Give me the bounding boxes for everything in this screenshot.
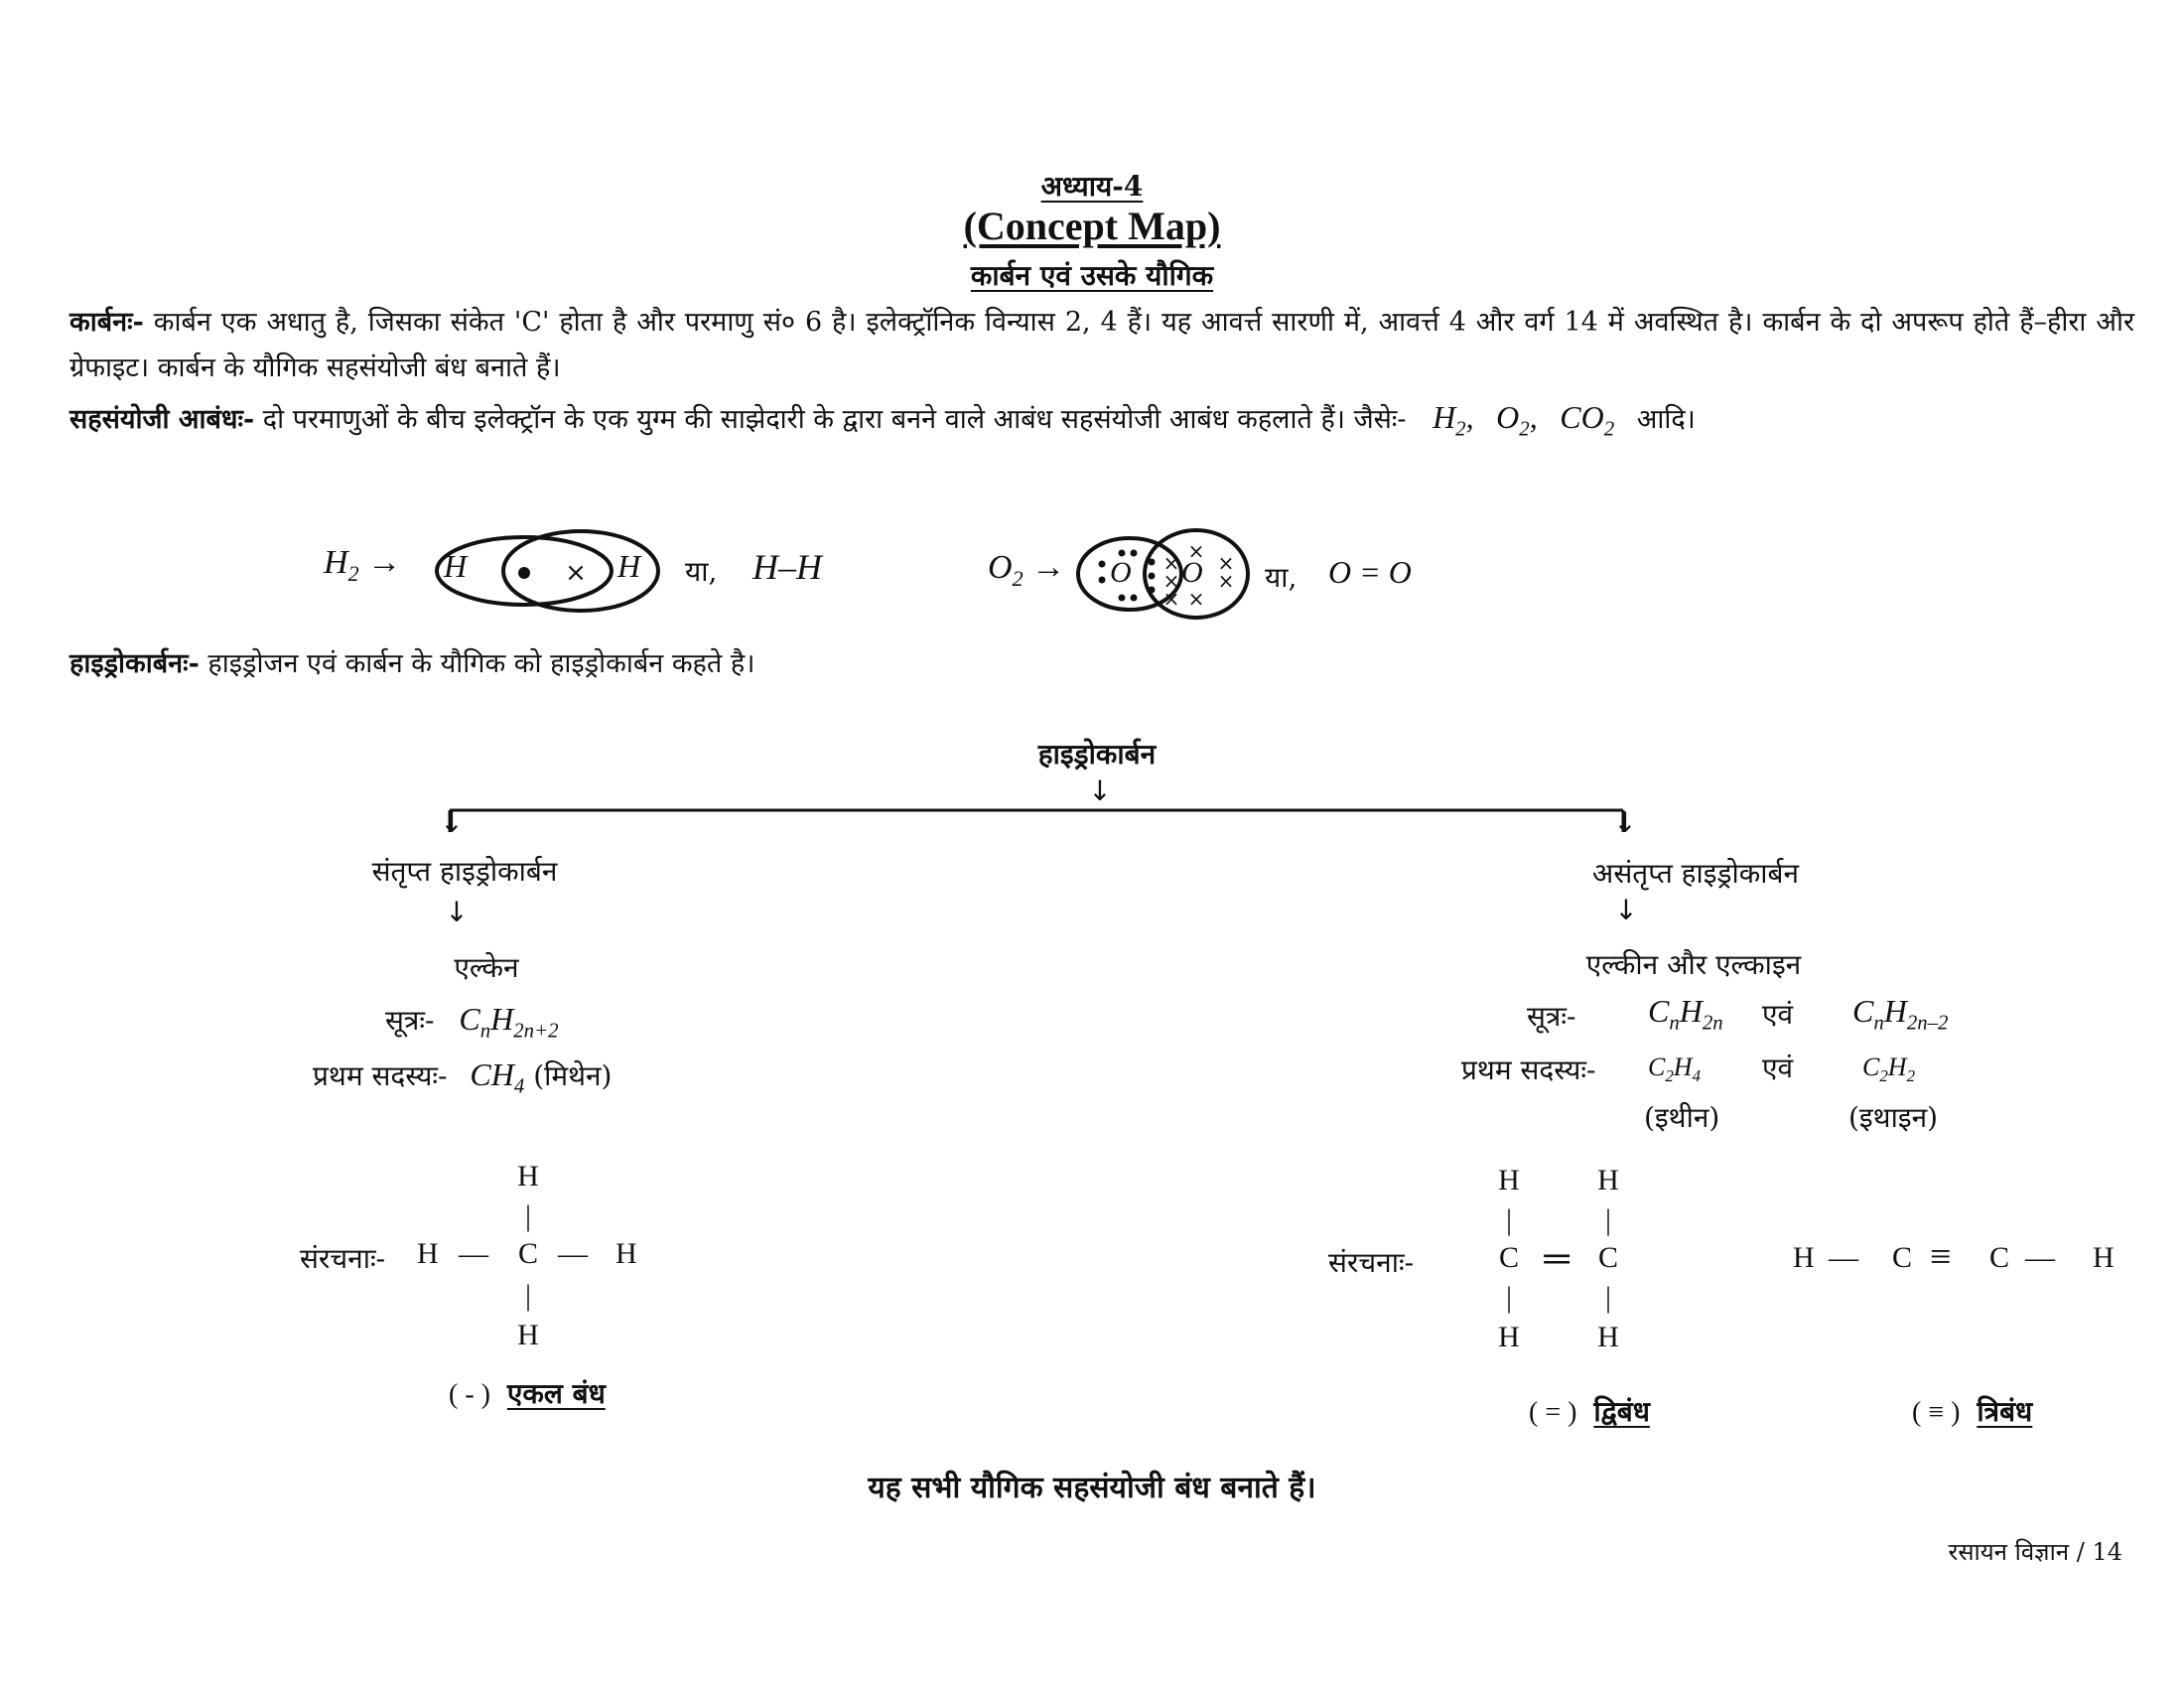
saturated-arrow-icon: ↓ (445, 896, 469, 928)
methane-bond-left: — (459, 1237, 488, 1270)
methane-c: C (518, 1237, 539, 1270)
ethyne-c-left: C (1892, 1241, 1913, 1274)
svg-text:×: × (1187, 539, 1205, 563)
unsat-member-label: प्रथम सदस्यः- (1461, 1054, 1596, 1086)
o2-formula: O = O (1328, 554, 1412, 590)
methane-bond-bottom: | (524, 1279, 532, 1312)
ethene-h-bottom-right: H (1597, 1321, 1619, 1353)
methane-member-label: प्रथम सदस्यः- (313, 1059, 448, 1092)
example-h2: H (1433, 399, 1456, 435)
covalent-end: आदि। (1636, 404, 1696, 435)
methane-name: (मिथेन) (533, 1059, 613, 1092)
hydrocarbon-text: हाइड्रोजन एवं कार्बन के यौगिक को हाइड्रोकार्बन कहते है। (207, 648, 755, 679)
left-branch-arrow-icon: ↓ (440, 806, 464, 839)
carbon-paragraph (69, 300, 2134, 391)
hydrocarbon-paragraph (69, 643, 754, 680)
methane-structure-label: संरचनाः- (300, 1242, 386, 1275)
unsaturated-title: असंतृप्त हाइड्रोकार्बन (1591, 857, 1800, 890)
single-bond-row (449, 1374, 606, 1412)
methane-row (313, 1056, 612, 1098)
ethene-formula: $C_2H_4$ (1648, 1053, 1702, 1086)
o2-left-atom: O (1110, 556, 1132, 589)
alkene-alkyne-label: एल्कीन और एल्काइन (1585, 948, 1802, 981)
topic-title: कार्बन एवं उसके यौगिक (970, 259, 1214, 292)
svg-text:×: × (1187, 587, 1205, 611)
example-o2: O (1496, 399, 1520, 435)
unsaturated-arrow-icon: ↓ (1614, 894, 1638, 926)
ethyne-bond-right: — (2025, 1241, 2055, 1274)
ethene-h-top-left: H (1498, 1164, 1520, 1196)
ethene-bond-bottom-right: | (1604, 1281, 1612, 1314)
ethyne-c-right: C (1989, 1241, 2010, 1274)
methane-h-top: H (517, 1160, 539, 1193)
saturated-title: संतृप्त हाइड्रोकार्बन (371, 855, 558, 888)
h2-lhs: $H_2$ → (324, 544, 402, 586)
hydrocarbon-label: हाइड्रोकार्बनः- (69, 648, 200, 679)
svg-text:×: × (1162, 587, 1180, 611)
double-bond-row (1529, 1392, 1650, 1430)
methane-h-left: H (417, 1237, 439, 1270)
example-co2: CO (1560, 399, 1604, 435)
covalent-text: दो परमाणुओं के बीच इलेक्ट्रॉन के एक युग्म की साझेदारी के द्वारा बनने वाले आबंध सहसंयोजी आबंध कहलाते हैं। जैसेः- (262, 404, 1407, 435)
triple-bond-name: त्रिबंध (1977, 1395, 2033, 1428)
double-bond-symbol: ( = ) (1529, 1397, 1577, 1428)
svg-text:×: × (1162, 569, 1180, 593)
ethene-bond-bottom-left: | (1505, 1281, 1513, 1314)
single-bond-symbol: ( - ) (449, 1379, 490, 1410)
chapter-heading: अध्याय-4 (1040, 170, 1144, 203)
covalent-paragraph: सहसंयोजी आबंधः- दो परमाणुओं के बीच इलेक्ट्रॉन के एक युग्म की साझेदारी के द्वारा बनने वाले आबंध सहसंयोजी आबंध कहलाते हैं। जैसेः- $H_2$, $O_2$, $CO_2$ आदि। (69, 399, 1696, 441)
svg-text:×: × (1217, 551, 1235, 575)
unsat-formula-label: सूत्रः- (1527, 1000, 1576, 1033)
ethyne-formula: $C_2H_2$ (1862, 1053, 1916, 1086)
ethyne-bond-left: — (1829, 1241, 1858, 1274)
single-bond-name: एकल बंध (506, 1377, 606, 1410)
covalent-label: सहसंयोजी आबंधः- (69, 404, 255, 435)
h2-or: या, (685, 555, 718, 588)
svg-text:×: × (1162, 551, 1180, 575)
o2-right-atom: O (1181, 556, 1203, 589)
triple-bond-row (1912, 1392, 2032, 1430)
h2-left-atom: H (444, 548, 468, 584)
right-branch-arrow-icon: ↓ (1613, 806, 1637, 839)
ethene-h-top-right: H (1597, 1164, 1619, 1196)
alkyne-formula: $C_nH_{2n-2}$ (1852, 993, 1949, 1035)
ethyne-h-left: H (1793, 1241, 1815, 1274)
page-footer: रसायन विज्ञान / 14 (1948, 1538, 2122, 1566)
ethyne-name: (इथाइन) (1848, 1101, 1939, 1134)
root-arrow-icon: ↓ (1088, 774, 1112, 807)
ethene-name: (इथीन) (1644, 1101, 1720, 1134)
ethene-h-bottom-left: H (1498, 1321, 1520, 1353)
tree-root: हाइड्रोकार्बन (1037, 738, 1157, 771)
svg-text:×: × (1217, 569, 1235, 593)
member-and: एवं (1762, 1052, 1794, 1084)
ethene-double-bond: ═ (1544, 1238, 1570, 1278)
methane-h-right: H (615, 1237, 637, 1270)
double-bond-name: द्विबंध (1593, 1395, 1650, 1428)
methane-formula: $CH_4$ (470, 1056, 525, 1098)
ethene-bond-top-right: | (1604, 1203, 1612, 1236)
alkane-label: एल्केन (454, 951, 519, 984)
concept-map-title: (Concept Map) (963, 204, 1221, 248)
triple-bond-symbol: ( ≡ ) (1912, 1397, 1961, 1428)
ethyne-h-right: H (2093, 1241, 2115, 1274)
alkane-formula-label: सूत्रः- (385, 1004, 435, 1037)
h2-formula: H–H (752, 547, 822, 587)
ethyne-triple-bond: ≡ (1930, 1236, 1952, 1278)
methane-bond-top: | (524, 1199, 532, 1232)
ethene-c-left: C (1498, 1241, 1520, 1274)
carbon-label: कार्बनः- (69, 307, 144, 338)
methane-bond-right: — (558, 1237, 588, 1270)
methane-h-bottom: H (517, 1319, 539, 1351)
o2-or: या, (1265, 561, 1297, 594)
ethene-bond-top-left: | (1505, 1203, 1513, 1236)
formula-and: एवं (1762, 998, 1794, 1031)
alkane-formula-row (385, 1001, 559, 1043)
conclusion: यह सभी यौगिक सहसंयोजी बंध बनाते हैं। (868, 1471, 1316, 1505)
alkane-formula: $C_nH_{2n+2}$ (459, 1001, 559, 1043)
carbon-text: कार्बन एक अधातु है, जिसका संकेत 'C' होता है और परमाणु सं० 6 है। इलेक्ट्रॉनिक विन्यास 2, 4 हैं। यह आवर्त्त सारणी में, आवर्त्त 4 और वर्ग 14 में अवस्थित है। कार्बन के दो अपरूप होते हैं–हीरा और ग्रेफाइट। कार्बन के यौगिक सहसंयोजी बंध बनाते हैं। (69, 307, 2134, 383)
h2-electron-dot (518, 567, 530, 579)
h2-right-atom: H (617, 548, 641, 584)
alkene-formula: $C_nH_{2n}$ (1648, 993, 1723, 1035)
ethene-c-right: C (1597, 1241, 1619, 1274)
o2-lhs: $O_2$ → (988, 549, 1066, 591)
unsat-structure-label: संरचनाः- (1328, 1246, 1415, 1279)
h2-electron-cross: × (565, 558, 587, 588)
